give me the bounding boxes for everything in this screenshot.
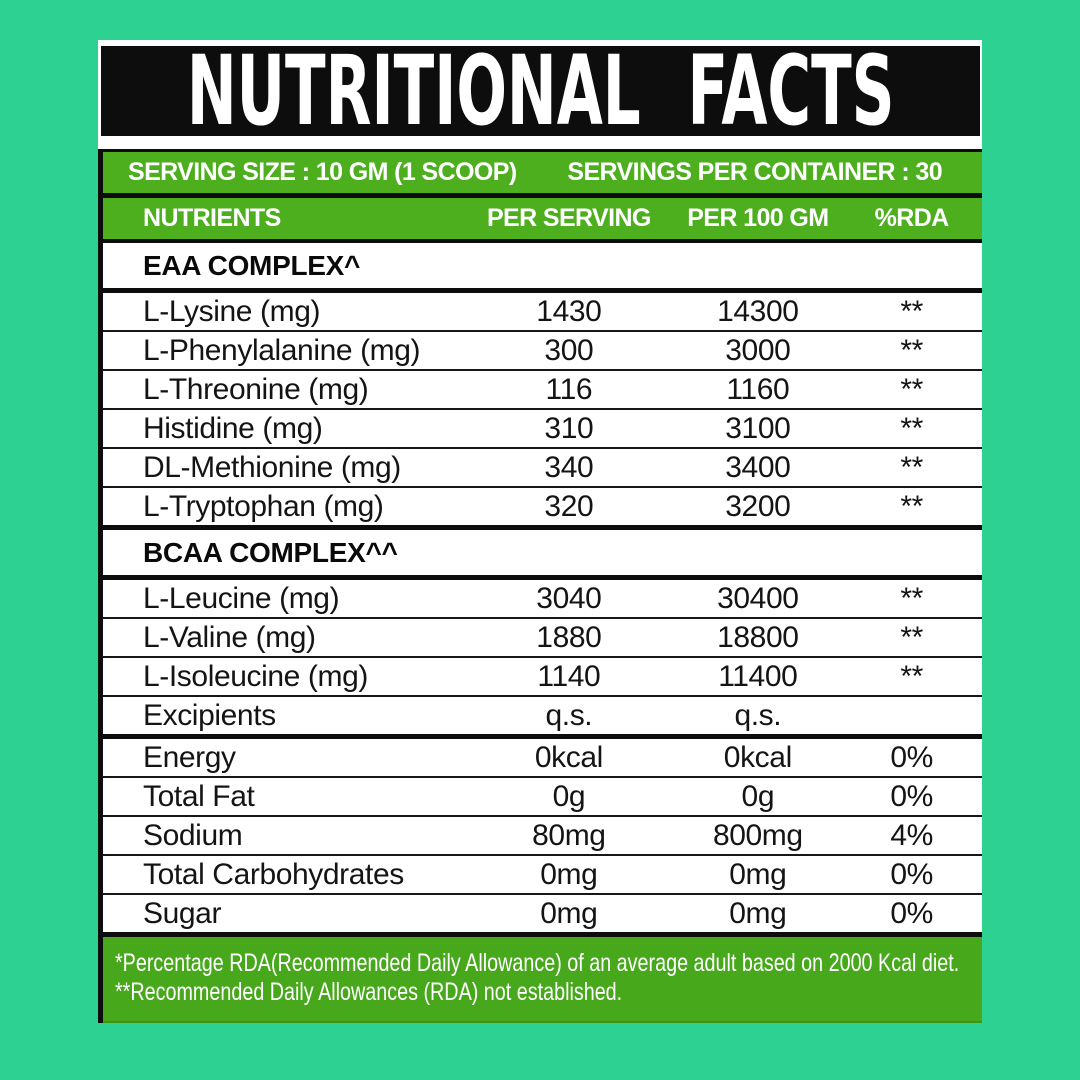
cell-per-serving: 116 bbox=[545, 372, 593, 406]
table-row bbox=[103, 697, 982, 739]
column-header-per-100gm: PER 100 GM bbox=[687, 204, 829, 232]
cell-rda: ** bbox=[900, 659, 923, 693]
cell-per-100gm: 11400 bbox=[718, 659, 798, 693]
cell-name: Histidine (mg) bbox=[143, 411, 323, 445]
cell-per-100gm: q.s. bbox=[734, 698, 782, 732]
cell-per-serving: 320 bbox=[544, 489, 594, 523]
cell-name: Total Fat bbox=[143, 779, 255, 813]
cell-name: Sodium bbox=[143, 818, 243, 852]
cell-per-100gm: 0mg bbox=[729, 896, 787, 930]
cell-per-serving: 340 bbox=[544, 450, 594, 484]
cell-rda: ** bbox=[900, 411, 923, 445]
cell-name: Total Carbohydrates bbox=[143, 857, 404, 891]
table-row bbox=[103, 817, 982, 856]
section-heading: EAA COMPLEX^ bbox=[103, 243, 982, 293]
cell-rda: ** bbox=[900, 581, 923, 615]
cell-name: L-Lysine (mg) bbox=[143, 294, 321, 328]
cell-per-serving: 0mg bbox=[540, 857, 598, 891]
cell-per-serving: 0g bbox=[552, 779, 586, 813]
cell-rda: 4% bbox=[890, 818, 933, 852]
column-header-nutrients: NUTRIENTS bbox=[143, 204, 281, 232]
cell-name: L-Threonine (mg) bbox=[143, 372, 369, 406]
cell-per-100gm: 3200 bbox=[725, 489, 791, 523]
cell-per-100gm: 3000 bbox=[725, 333, 791, 367]
cell-name: L-Leucine (mg) bbox=[143, 581, 340, 615]
cell-per-serving: 0kcal bbox=[534, 740, 603, 774]
cell-per-serving: 3040 bbox=[536, 581, 602, 615]
cell-per-100gm: 0g bbox=[741, 779, 775, 813]
cell-per-serving: 1880 bbox=[536, 620, 602, 654]
cell-name: L-Valine (mg) bbox=[143, 620, 316, 654]
table-row bbox=[103, 371, 982, 410]
cell-per-100gm: 3100 bbox=[725, 411, 791, 445]
footnote-line-1: *Percentage RDA(Recommended Daily Allowance) of an average adult based on 2000 Kcal diet. bbox=[115, 949, 960, 977]
cell-per-100gm: 30400 bbox=[717, 581, 799, 615]
label-box bbox=[98, 149, 982, 1023]
cell-per-100gm: 0kcal bbox=[723, 740, 792, 774]
footnotes bbox=[103, 937, 982, 1023]
table-row bbox=[103, 856, 982, 895]
table-row bbox=[103, 739, 982, 778]
cell-rda: ** bbox=[900, 450, 923, 484]
cell-rda: ** bbox=[900, 372, 923, 406]
table-row bbox=[103, 332, 982, 371]
nutrition-facts-title: NUTRITIONAL FACTS bbox=[186, 46, 895, 136]
title-bar bbox=[101, 46, 980, 136]
table-row bbox=[103, 488, 982, 530]
cell-per-serving: q.s. bbox=[545, 698, 593, 732]
serving-size-label: SERVING SIZE : 10 GM (1 SCOOP) bbox=[128, 158, 517, 186]
cell-per-100gm: 3400 bbox=[725, 450, 791, 484]
cell-per-100gm: 800mg bbox=[712, 818, 803, 852]
table-row bbox=[103, 293, 982, 332]
table-row bbox=[103, 449, 982, 488]
table-body bbox=[103, 243, 982, 937]
cell-rda: ** bbox=[900, 333, 923, 367]
column-header-rda: %RDA bbox=[874, 204, 949, 232]
cell-per-100gm: 14300 bbox=[717, 294, 799, 328]
section-heading: BCAA COMPLEX^^ bbox=[103, 530, 982, 580]
table-row bbox=[103, 580, 982, 619]
cell-name: L-Tryptophan (mg) bbox=[143, 489, 384, 523]
table-row bbox=[103, 895, 982, 937]
cell-per-serving: 80mg bbox=[532, 818, 606, 852]
servings-per-container-label: SERVINGS PER CONTAINER : 30 bbox=[567, 158, 942, 186]
cell-rda: 0% bbox=[890, 779, 933, 813]
cell-per-100gm: 18800 bbox=[717, 620, 799, 654]
table-row bbox=[103, 619, 982, 658]
table-row bbox=[103, 658, 982, 697]
column-header-bar bbox=[103, 198, 982, 243]
cell-per-serving: 300 bbox=[544, 333, 594, 367]
nutrition-label bbox=[98, 40, 982, 1023]
cell-per-100gm: 0mg bbox=[729, 857, 787, 891]
cell-rda: 0% bbox=[890, 857, 933, 891]
cell-name: DL-Methionine (mg) bbox=[143, 450, 401, 484]
cell-rda: 0% bbox=[890, 896, 933, 930]
cell-name: Sugar bbox=[143, 896, 222, 930]
cell-per-serving: 1140 bbox=[537, 659, 601, 693]
cell-per-serving: 0mg bbox=[540, 896, 598, 930]
cell-name: Excipients bbox=[143, 698, 276, 732]
serving-size-bar bbox=[103, 152, 982, 198]
cell-per-serving: 1430 bbox=[536, 294, 602, 328]
cell-name: L-Isoleucine (mg) bbox=[143, 659, 368, 693]
table-row bbox=[103, 778, 982, 817]
cell-rda: ** bbox=[900, 294, 923, 328]
cell-name: Energy bbox=[143, 740, 236, 774]
cell-per-serving: 310 bbox=[544, 411, 594, 445]
table-row bbox=[103, 410, 982, 449]
cell-rda: ** bbox=[900, 489, 923, 523]
cell-per-100gm: 1160 bbox=[726, 372, 790, 406]
cell-rda: ** bbox=[900, 620, 923, 654]
footnote-line-2: **Recommended Daily Allowances (RDA) not established. bbox=[115, 978, 623, 1006]
cell-rda: 0% bbox=[890, 740, 933, 774]
column-header-per-serving: PER SERVING bbox=[486, 204, 651, 232]
cell-name: L-Phenylalanine (mg) bbox=[143, 333, 421, 367]
